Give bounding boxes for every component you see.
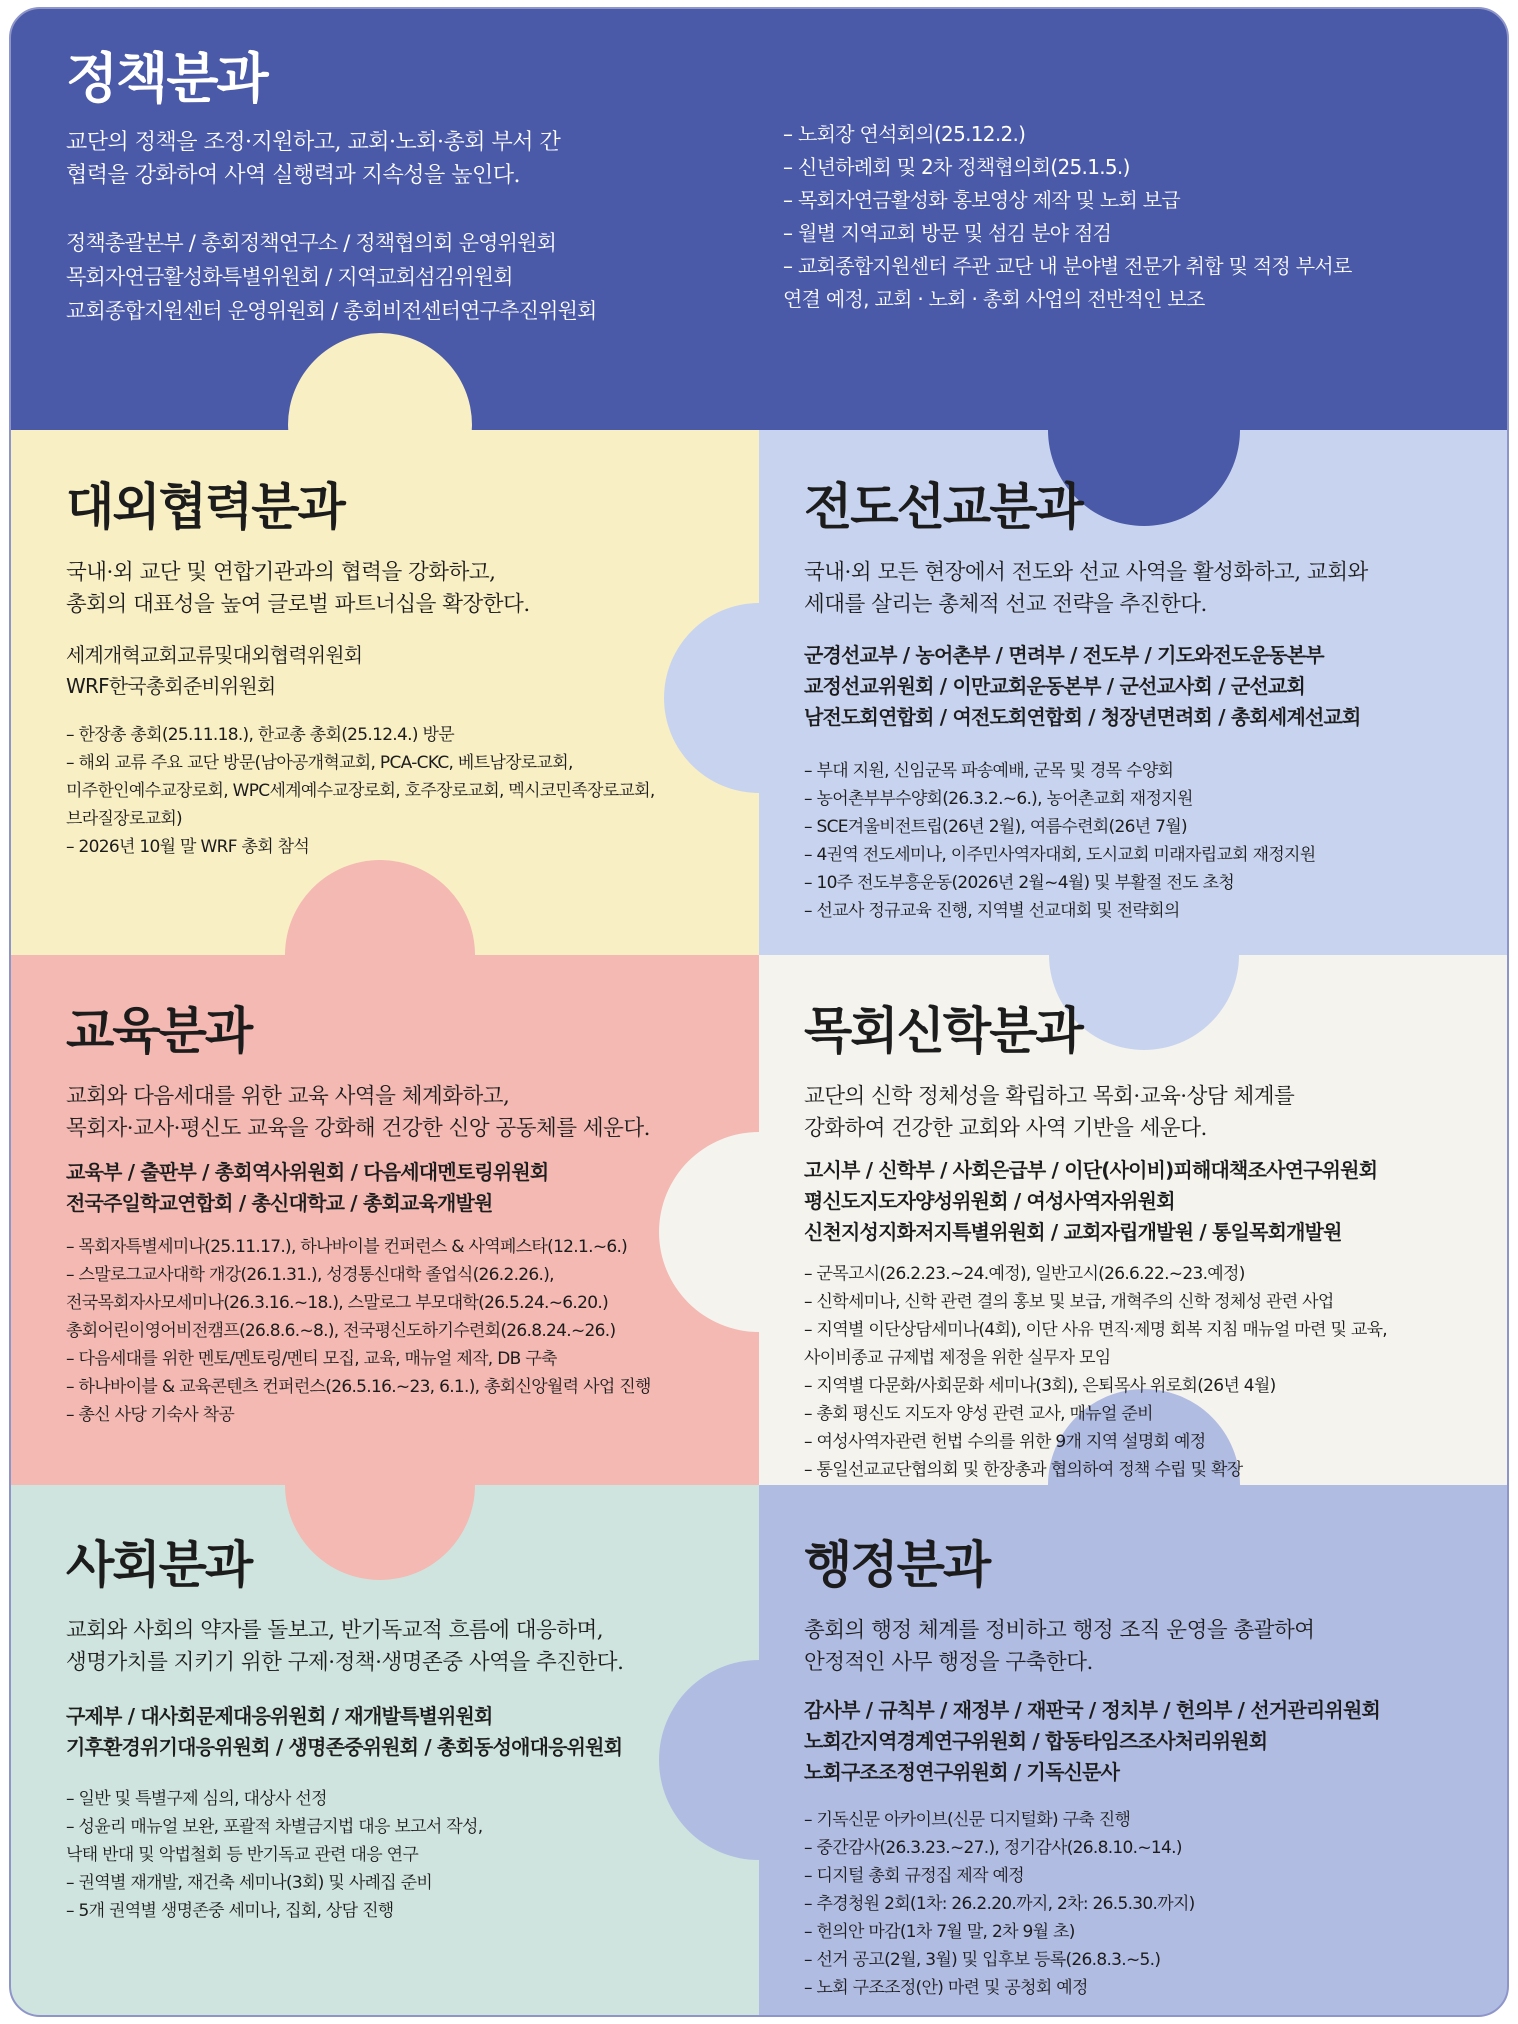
education-section: [66, 1002, 746, 1429]
list-item: – 기독신문 아카이브(신문 디지털화) 구축 진행: [804, 1810, 1131, 1830]
admin-section: [804, 1536, 1494, 2002]
list-item: – 월별 지역교회 방문 및 섬김 분야 점검: [783, 221, 1112, 245]
unit-line: 교회종합지원센터 운영위원회 / 총회비전센터연구추진위원회: [66, 299, 597, 323]
unit-line: 기후환경위기대응위원회 / 생명존중위원회 / 총회동성애대응위원회: [66, 1735, 623, 1759]
admin-title: 행정분과: [804, 1536, 990, 1594]
policy-section: [66, 47, 1486, 110]
pastoral-section: [804, 1002, 1494, 1484]
list-item: – 노회장 연석회의(25.12.2.): [783, 122, 1026, 146]
unit-line: 세계개혁교회교류및대외협력위원회: [66, 643, 363, 667]
desc-line: 생명가치를 지키기 위한 구제·정책·생명존중 사역을 추진한다.: [66, 1650, 624, 1675]
policy-title: 정책분과: [66, 47, 267, 110]
list-item: – SCE겨울비전트립(26년 2월), 여름수련회(26년 7월): [804, 817, 1187, 837]
list-item: – 10주 전도부흥운동(2026년 2월~4월) 및 부활절 전도 초청: [804, 873, 1235, 893]
list-item: – 해외 교류 주요 교단 방문(남아공개혁교회, PCA-CKC, 베트남장로교회,: [66, 753, 573, 773]
unit-line: 군경선교부 / 농어촌부 / 면려부 / 전도부 / 기도와전도운동본부: [804, 643, 1324, 667]
list-item: – 2026년 10월 말 WRF 총회 참석: [66, 837, 310, 857]
policy-units: [66, 226, 766, 328]
desc-line: 교단의 정책을 조정·지원하고, 교회·노회·총회 부서 간: [66, 130, 561, 155]
list-item: 브라질장로교회): [66, 809, 182, 829]
list-item: 사이비종교 규제법 제정을 위한 실무자 모임: [804, 1348, 1111, 1368]
unit-line: 신천지성지화저지특별위원회 / 교회자립개발원 / 통일목회개발원: [804, 1220, 1342, 1244]
list-item: – 총회 평신도 지도자 양성 관련 교사, 매뉴얼 준비: [804, 1404, 1153, 1424]
desc-line: 교회와 다음세대를 위한 교육 사역을 체계화하고,: [66, 1084, 510, 1109]
unit-line: 노회구조조정연구위원회 / 기독신문사: [804, 1760, 1120, 1784]
list-item: – 4권역 전도세미나, 이주민사역자대회, 도시교회 미래자립교회 재정지원: [804, 845, 1316, 865]
list-item: 연결 예정, 교회 · 노회 · 총회 사업의 전반적인 보조: [783, 287, 1205, 311]
unit-line: 정책총괄본부 / 총회정책연구소 / 정책협의회 운영위원회: [66, 231, 557, 255]
social-section: [66, 1536, 746, 1925]
desc-line: 협력을 강화하여 사역 실행력과 지속성을 높인다.: [66, 163, 521, 188]
unit-line: 전국주일학교연합회 / 총신대학교 / 총회교육개발원: [66, 1191, 493, 1215]
list-item: – 지역별 이단상담세미나(4회), 이단 사유 면직·제명 회복 지침 매뉴얼 마련 및 교육,: [804, 1320, 1388, 1340]
list-item: – 군목고시(26.2.23.~24.예정), 일반고시(26.6.22.~23.예정): [804, 1264, 1245, 1284]
list-item: – 5개 권역별 생명존중 세미나, 집회, 상담 진행: [66, 1901, 394, 1921]
list-item: – 한장총 총회(25.11.18.), 한교총 총회(25.12.4.) 방문: [66, 725, 454, 745]
desc-line: 총회의 대표성을 높여 글로벌 파트너십을 확장한다.: [66, 592, 530, 617]
list-item: – 중간감사(26.3.23.~27.), 정기감사(26.8.10.~14.): [804, 1838, 1182, 1858]
list-item: – 선교사 정규교육 진행, 지역별 선교대회 및 전략회의: [804, 901, 1180, 921]
list-item: – 디지털 총회 규정집 제작 예정: [804, 1866, 1024, 1886]
list-item: – 노회 구조조정(안) 마련 및 공청회 예정: [804, 1978, 1088, 1998]
list-item: – 통일선교교단협의회 및 한장총과 협의하여 정책 수립 및 확장: [804, 1460, 1243, 1480]
unit-line: 노회간지역경계연구위원회 / 합동타임즈조사처리위원회: [804, 1729, 1268, 1753]
mission-section: [804, 478, 1494, 925]
external-title: 대외협력분과: [66, 478, 344, 536]
list-item: – 권역별 재개발, 재건축 세미나(3회) 및 사례집 준비: [66, 1873, 433, 1893]
list-item: – 성윤리 매뉴얼 보완, 포괄적 차별금지법 대응 보고서 작성,: [66, 1817, 483, 1837]
list-item: – 부대 지원, 신임군목 파송예배, 군목 및 경목 수양회: [804, 761, 1174, 781]
list-item: – 선거 공고(2월, 3월) 및 입후보 등록(26.8.3.~5.): [804, 1950, 1161, 1970]
pastoral-title: 목회신학분과: [804, 1002, 1082, 1060]
mission-title: 전도선교분과: [804, 478, 1082, 536]
list-item: – 농어촌부부수양회(26.3.2.~6.), 농어촌교회 재정지원: [804, 789, 1193, 809]
list-item: 총회어린이영어비전캠프(26.8.6.~8.), 전국평신도하기수련회(26.8.24.~26.): [66, 1321, 616, 1341]
list-item: – 일반 및 특별구제 심의, 대상사 선정: [66, 1789, 327, 1809]
list-item: – 목회자연금활성화 홍보영상 제작 및 노회 보급: [783, 188, 1181, 212]
list-item: – 헌의안 마감(1차 7월 말, 2차 9월 초): [804, 1922, 1075, 1942]
policy-desc: [66, 126, 766, 192]
unit-line: 목회자연금활성화특별위원회 / 지역교회섬김위원회: [66, 265, 513, 289]
list-item: – 추경청원 2회(1차: 26.2.20.까지, 2차: 26.5.30.까지): [804, 1894, 1195, 1914]
list-item: – 총신 사당 기숙사 착공: [66, 1405, 235, 1425]
list-item: – 하나바이블 & 교육콘텐츠 컨퍼런스(26.5.16.~23, 6.1.), 총회신앙월력 사업 진행: [66, 1377, 651, 1397]
list-item: – 다음세대를 위한 멘토/멘토링/멘티 모집, 교육, 매뉴얼 제작, DB 구축: [66, 1349, 557, 1369]
unit-line: 평신도지도자양성위원회 / 여성사역자위원회: [804, 1189, 1175, 1213]
unit-line: 고시부 / 신학부 / 사회은급부 / 이단(사이비)피해대책조사연구위원회: [804, 1158, 1378, 1182]
list-item: – 여성사역자관련 헌법 수의를 위한 9개 지역 설명회 예정: [804, 1432, 1206, 1452]
desc-line: 강화하여 건강한 교회와 사역 기반을 세운다.: [804, 1116, 1207, 1141]
desc-line: 국내·외 교단 및 연합기관과의 협력을 강화하고,: [66, 560, 496, 585]
list-item: – 목회자특별세미나(25.11.17.), 하나바이블 컨퍼런스 & 사역페스타(12.1.~6.): [66, 1237, 628, 1257]
list-item: – 신학세미나, 신학 관련 결의 홍보 및 보급, 개혁주의 신학 정체성 관련 사업: [804, 1292, 1334, 1312]
list-item: – 지역별 다문화/사회문화 세미나(3회), 은퇴목사 위로회(26년 4월): [804, 1376, 1276, 1396]
list-item: 낙태 반대 및 악법철회 등 반기독교 관련 대응 연구: [66, 1845, 419, 1865]
unit-line: 남전도회연합회 / 여전도회연합회 / 청장년면려회 / 총회세계선교회: [804, 705, 1361, 729]
desc-line: 목회자·교사·평신도 교육을 강화해 건강한 신앙 공동체를 세운다.: [66, 1116, 651, 1141]
social-title: 사회분과: [66, 1536, 252, 1594]
unit-line: 교정선교위원회 / 이만교회운동본부 / 군선교사회 / 군선교회: [804, 674, 1305, 698]
desc-line: 안정적인 사무 행정을 구축한다.: [804, 1650, 1093, 1675]
list-item: – 교회종합지원센터 주관 교단 내 분야별 전문가 취합 및 적정 부서로: [783, 254, 1352, 278]
unit-line: WRF한국총회준비위원회: [66, 674, 276, 698]
list-item: 미주한인예수교장로회, WPC세계예수교장로회, 호주장로교회, 멕시코민족장로교회,: [66, 781, 655, 801]
education-title: 교육분과: [66, 1002, 252, 1060]
desc-line: 국내·외 모든 현장에서 전도와 선교 사역을 활성화하고, 교회와: [804, 560, 1368, 585]
list-item: 전국목회자사모세미나(26.3.16.~18.), 스말로그 부모대학(26.5.24.~6.20.): [66, 1293, 608, 1313]
desc-line: 총회의 행정 체계를 정비하고 행정 조직 운영을 총괄하여: [804, 1618, 1315, 1643]
unit-line: 감사부 / 규칙부 / 재정부 / 재판국 / 정치부 / 헌의부 / 선거관리위원회: [804, 1698, 1380, 1722]
policy-items: [783, 118, 1493, 316]
list-item: – 신년하례회 및 2차 정책협의회(25.1.5.): [783, 155, 1130, 179]
desc-line: 교회와 사회의 약자를 돌보고, 반기독교적 흐름에 대응하며,: [66, 1618, 604, 1643]
desc-line: 교단의 신학 정체성을 확립하고 목회·교육·상담 체계를: [804, 1084, 1295, 1109]
desc-line: 세대를 살리는 총체적 선교 전략을 추진한다.: [804, 592, 1207, 617]
unit-line: 구제부 / 대사회문제대응위원회 / 재개발특별위원회: [66, 1704, 493, 1728]
external-section: [66, 478, 746, 861]
unit-line: 교육부 / 출판부 / 총회역사위원회 / 다음세대멘토링위원회: [66, 1160, 549, 1184]
list-item: – 스말로그교사대학 개강(26.1.31.), 성경통신대학 졸업식(26.2.26.),: [66, 1265, 554, 1285]
